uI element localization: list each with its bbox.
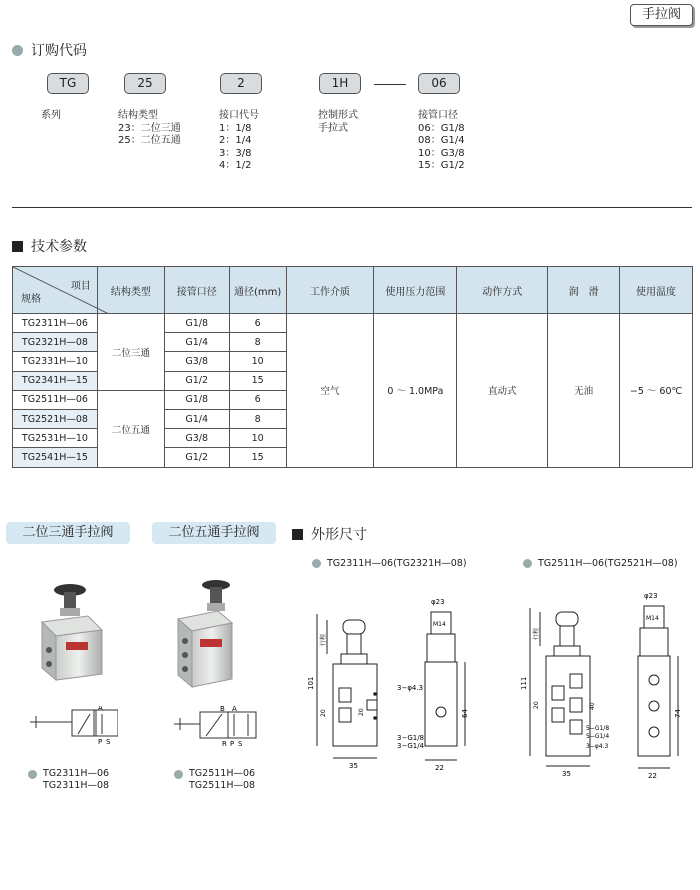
symbol-p-label: P (230, 740, 235, 748)
dim-left-d20: 20 (320, 709, 327, 717)
head-port: 接管口径 (164, 267, 229, 314)
row-model: TG2341H—15 (13, 371, 98, 390)
row-model: TG2531H—10 (13, 429, 98, 448)
row-port: G1/2 (164, 448, 229, 467)
row-bore: 6 (229, 314, 286, 333)
symbol-s-label: S (106, 738, 111, 746)
row-model: TG2511H—06 (13, 390, 98, 409)
row-pressure: 0 ～ 1.0MPa (374, 314, 457, 468)
code-structure-desc: 结构类型 23：二位三通 25：二位五通 (118, 110, 181, 146)
symbol-3way (28, 706, 118, 746)
category-badge: 手拉阀 (630, 4, 693, 26)
dim-left-ports2: 3−G1/4 (397, 742, 425, 750)
dim-right-d20: 20 (533, 701, 540, 709)
row-model: TG2541H—15 (13, 448, 98, 467)
symbol-p-label: P (98, 738, 103, 746)
order-code-heading (12, 40, 87, 60)
code-structure-box: 25 (124, 73, 166, 94)
table-row (13, 314, 693, 333)
symbol-b-label: B (220, 705, 225, 713)
row-temp: −5 ～ 60℃ (620, 314, 693, 468)
row-port: G1/8 (164, 314, 229, 333)
dim-left-label: TG2311H—06(TG2321H—08) (327, 558, 467, 569)
caption-5way-block (174, 768, 255, 792)
head-pressure: 使用压力范围 (374, 267, 457, 314)
head-structure: 结构类型 (97, 267, 164, 314)
tech-heading (12, 236, 87, 256)
row-bore: 10 (229, 352, 286, 371)
valve-3way-image (30, 580, 110, 690)
head-medium: 工作介质 (286, 267, 374, 314)
caption-3way: TG2311H—06 TG2311H—08 (43, 768, 110, 791)
code-series-desc: 系列 (41, 110, 61, 121)
dim-heading (292, 524, 367, 544)
dim-drawing-left (305, 590, 475, 780)
bullet-dot-icon (12, 45, 23, 56)
dim-right-label: TG2511H—06(TG2521H—08) (538, 558, 678, 569)
section-divider (12, 207, 692, 208)
dim-left-ports1: 3−G1/8 (397, 734, 425, 742)
bullet-square-icon (292, 529, 303, 540)
row-bore: 15 (229, 448, 286, 467)
bullet-dot-icon (312, 559, 321, 568)
dim-left-hole: 3−φ4.3 (397, 684, 424, 692)
code-control-box: 1H (319, 73, 361, 94)
tech-title: 技术参数 (31, 239, 87, 255)
dim-title: 外形尺寸 (311, 527, 367, 543)
row-bore: 8 (229, 409, 286, 428)
dim-left-d30: 20 (358, 708, 365, 716)
dim-left-height: 101 (307, 676, 315, 690)
row-bore: 8 (229, 333, 286, 352)
spec-table (12, 266, 693, 468)
code-control-desc: 控制形式 手拉式 (318, 110, 358, 134)
bullet-dot-icon (523, 559, 532, 568)
code-port-box: 2 (220, 73, 262, 94)
code-port-desc: 接口代号 1：1/8 2：1/4 3：3/8 4：1/2 (219, 110, 259, 171)
dim-left-side-w: 22 (435, 764, 444, 772)
row-port: G3/8 (164, 352, 229, 371)
symbol-5way (172, 704, 262, 748)
caption-3way-block (28, 768, 109, 792)
row-action: 直动式 (457, 314, 548, 468)
row-port: G1/8 (164, 390, 229, 409)
banner-3way: 二位三通手拉阀 (6, 522, 130, 544)
row-port: G1/4 (164, 333, 229, 352)
dim-right-label-block (523, 558, 678, 569)
dim-right-side-h: 74 (674, 709, 682, 718)
dim-left-label-block (312, 558, 467, 569)
row-model: TG2331H—10 (13, 352, 98, 371)
dim-right-side-w: 22 (648, 772, 657, 780)
head-temp: 使用温度 (620, 267, 693, 314)
dim-left-phi: φ23 (431, 598, 445, 606)
dim-left-side-h: 64 (461, 709, 469, 718)
dim-right-m: M14 (646, 615, 659, 622)
code-pipe-desc: 接管口径 06：G1/8 08：G1/4 10：G3/8 15：G1/2 (418, 110, 465, 171)
row-model: TG2521H—08 (13, 409, 98, 428)
dim-left-m: M14 (433, 621, 446, 628)
dim-right-ports1: 5−G1/8 (586, 725, 610, 732)
dim-right-stroke: 行程 (533, 627, 540, 640)
head-model: 规格 (21, 294, 41, 305)
dim-right-hole: 3−φ4.3 (586, 743, 609, 750)
symbol-a-label: A (98, 706, 103, 712)
dim-right-height: 111 (520, 676, 528, 690)
banner-5way: 二位五通手拉阀 (152, 522, 276, 544)
row-port: G1/4 (164, 409, 229, 428)
code-series-box: TG (47, 73, 89, 94)
row-port: G1/2 (164, 371, 229, 390)
row-medium: 空气 (286, 314, 374, 468)
head-lube: 润 滑 (548, 267, 620, 314)
dim-right-phi: φ23 (644, 592, 658, 600)
row-port: G3/8 (164, 429, 229, 448)
dim-right-ports2: 5−G1/4 (586, 733, 610, 740)
head-action: 动作方式 (457, 267, 548, 314)
row-lube: 无油 (548, 314, 620, 468)
dim-left-width: 35 (349, 762, 358, 770)
dim-right-width: 35 (562, 770, 571, 778)
row-model: TG2321H—08 (13, 333, 98, 352)
row-type-5way: 二位五通 (97, 390, 164, 467)
row-bore: 10 (229, 429, 286, 448)
code-pipe-box: 06 (418, 73, 460, 94)
row-bore: 6 (229, 390, 286, 409)
code-dash (374, 84, 406, 85)
valve-5way-image (170, 575, 240, 690)
table-head-diagonal (13, 267, 98, 314)
symbol-a-label: A (232, 705, 237, 713)
symbol-s-label: S (238, 740, 243, 748)
bullet-dot-icon (28, 770, 37, 779)
row-model: TG2311H—06 (13, 314, 98, 333)
symbol-r-label: R (222, 740, 227, 748)
dim-drawing-right (518, 590, 693, 780)
dim-left-stroke: 行程 (320, 633, 327, 646)
head-item: 项目 (70, 281, 91, 292)
row-type-3way: 二位三通 (97, 314, 164, 391)
order-code-title: 订购代码 (31, 43, 87, 59)
row-bore: 15 (229, 371, 286, 390)
bullet-square-icon (12, 241, 23, 252)
dim-right-d40: 40 (589, 702, 596, 710)
bullet-dot-icon (174, 770, 183, 779)
caption-5way: TG2511H—06 TG2511H—08 (189, 768, 256, 791)
head-bore: 通径(mm) (229, 267, 286, 314)
